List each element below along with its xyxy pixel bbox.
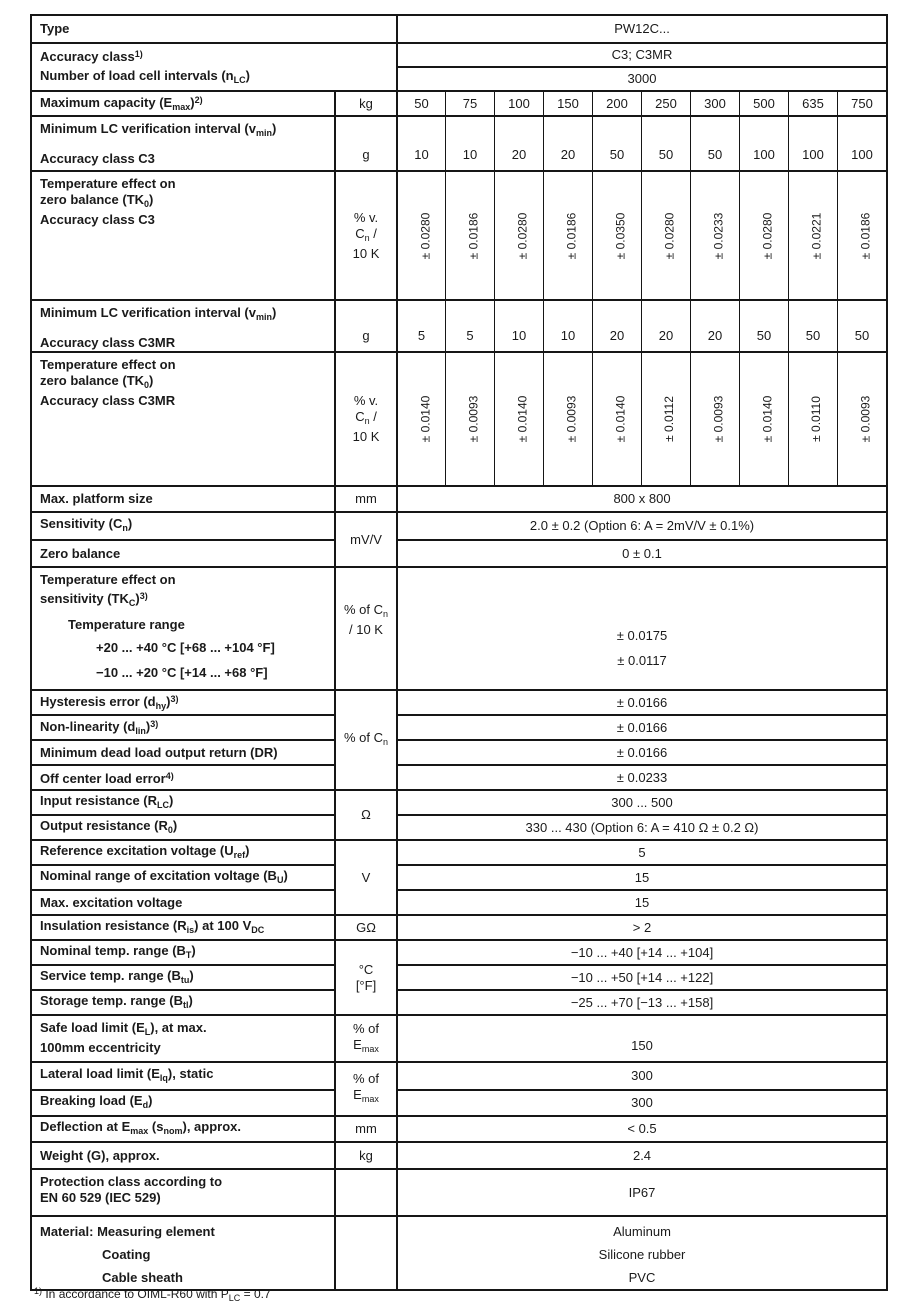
deflection-value: < 0.5 — [396, 1115, 886, 1141]
vmin-c3mr-value: 50 — [837, 299, 886, 351]
zero-balance-label: Zero balance — [32, 539, 334, 566]
vmin-c3-value: 10 — [445, 115, 494, 170]
vmin-c3mr-unit: g — [334, 299, 396, 351]
tk0-c3-value: ± 0.0280 — [739, 170, 788, 299]
max-capacity-label: Maximum capacity $(E_{max})^{2)}$ — [32, 90, 334, 115]
material-measuring-element: Aluminum — [613, 1224, 671, 1239]
tk0-c3-value: ± 0.0221 — [788, 170, 837, 299]
zero-balance-value: 0 ± 0.1 — [396, 539, 886, 566]
tk0-c3mr-value: ± 0.0093 — [837, 351, 886, 485]
lateral-breaking-unit: % of $E_{max}$ — [334, 1061, 396, 1115]
sensitivity-label: Sensitivity $(C_n)$ — [32, 511, 334, 539]
output-resistance-label: Output resistance $(R_0)$ — [32, 814, 334, 839]
vmin-c3-value: 50 — [690, 115, 739, 170]
tk0-c3mr-value: ± 0.0093 — [690, 351, 739, 485]
tk0-c3mr-value: ± 0.0140 — [739, 351, 788, 485]
nonlinearity-label: Non-linearity $(d_{lin})^{3)}$ — [32, 714, 334, 739]
insulation-resistance-unit: GΩ — [334, 914, 396, 939]
tk0-c3mr-label: Temperature effect on zero balance $(TK_0)$ Accuracy class C3MR — [32, 351, 334, 485]
accuracy-class-label: Accuracy class$^{1)}$ — [32, 42, 396, 66]
insulation-resistance-label: Insulation resistance $(R_{is})$ at 100 $V_{DC}$ — [32, 914, 334, 939]
ref-excitation-label: Reference excitation voltage $(U_{ref})$ — [32, 839, 334, 864]
hysteresis-value: ± 0.0166 — [396, 689, 886, 714]
dead-load-return-value: ± 0.0166 — [396, 739, 886, 764]
insulation-resistance-value: > 2 — [396, 914, 886, 939]
capacity-col: 75 — [445, 90, 494, 115]
tk0-c3mr-value: ± 0.0140 — [494, 351, 543, 485]
material-values — [396, 1215, 886, 1289]
off-center-error-label: Off center load error$^{4)}$ — [32, 764, 334, 789]
tk0-c3-value: ± 0.0280 — [494, 170, 543, 299]
storage-temp-label: Storage temp. range $(B_{tl})$ — [32, 989, 334, 1014]
tkc-label: Temperature effect on sensitivity $(TK_C)^{3)}$ Temperature range +20 ... +40 °C [+68 ... +104 °F] −10 ... +20 °C [+14 ... +68 °F] — [32, 566, 334, 689]
capacity-col: 200 — [592, 90, 641, 115]
tk0-c3mr-value: ± 0.0093 — [445, 351, 494, 485]
spec-table — [30, 14, 888, 1291]
vmin-c3-unit: g — [334, 115, 396, 170]
sensitivity-unit: mV/V — [334, 511, 396, 566]
ref-excitation-value: 5 — [396, 839, 886, 864]
vmin-c3mr-value: 5 — [396, 299, 445, 351]
tkc-value-range2: ± 0.0117 — [617, 653, 667, 668]
lateral-load-label: Lateral load limit $(E_{lq})$, static — [32, 1061, 334, 1089]
vmin-c3mr-label: Minimum LC verification interval $(v_{min})$ Accuracy class C3MR — [32, 299, 334, 351]
platform-size-value: 800 x 800 — [396, 485, 886, 511]
deflection-unit: mm — [334, 1115, 396, 1141]
vmin-c3-value: 10 — [396, 115, 445, 170]
max-capacity-unit: kg — [334, 90, 396, 115]
tkc-values — [396, 566, 886, 689]
capacity-col: 500 — [739, 90, 788, 115]
weight-label: Weight (G), approx. — [32, 1141, 334, 1168]
vmin-c3-label: Minimum LC verification interval $(v_{min})$ Accuracy class C3 — [32, 115, 334, 170]
accuracy-class-value: C3; C3MR — [396, 42, 886, 66]
tk0-c3-value: ± 0.0186 — [445, 170, 494, 299]
input-resistance-value: 300 ... 500 — [396, 789, 886, 814]
vmin-c3mr-value: 10 — [543, 299, 592, 351]
protection-class-label: Protection class according to EN 60 529 (IEC 529) — [32, 1168, 334, 1215]
vmin-c3-value: 20 — [543, 115, 592, 170]
safe-load-unit: % of $E_{max}$ — [334, 1014, 396, 1061]
material-coating: Silicone rubber — [598, 1247, 686, 1262]
capacity-col: 635 — [788, 90, 837, 115]
footnote-1: $^{1)}$ In accordance to OIML-R60 with $P_{LC} = 0.7$ — [34, 1286, 271, 1303]
nonlinearity-value: ± 0.0166 — [396, 714, 886, 739]
tk0-c3mr-unit: % v. $C_n$ / 10 K — [334, 351, 396, 485]
safe-load-value: 150 — [396, 1014, 886, 1061]
voltage-unit: V — [334, 839, 396, 914]
type-label: Type — [40, 21, 70, 36]
vmin-c3-value: 50 — [641, 115, 690, 170]
breaking-load-label: Breaking load $(E_d)$ — [32, 1089, 334, 1115]
capacity-col: 50 — [396, 90, 445, 115]
vmin-c3mr-value: 10 — [494, 299, 543, 351]
storage-temp-value: −25 ... +70 [−13 ... +158] — [396, 989, 886, 1014]
tk0-c3mr-value: ± 0.0140 — [592, 351, 641, 485]
tk0-c3mr-value: ± 0.0110 — [788, 351, 837, 485]
nominal-temp-value: −10 ... +40 [+14 ... +104] — [396, 939, 886, 964]
max-excitation-value: 15 — [396, 889, 886, 914]
vmin-c3mr-value: 5 — [445, 299, 494, 351]
lateral-load-value: 300 — [396, 1061, 886, 1089]
vmin-c3mr-value: 20 — [690, 299, 739, 351]
input-resistance-label: Input resistance $(R_{LC})$ — [32, 789, 334, 814]
weight-unit: kg — [334, 1141, 396, 1168]
breaking-load-value: 300 — [396, 1089, 886, 1115]
capacity-col: 250 — [641, 90, 690, 115]
sensitivity-value: 2.0 ± 0.2 (Option 6: A = 2mV/V ± 0.1%) — [396, 511, 886, 539]
nominal-excitation-label: Nominal range of excitation voltage $(B_U)$ — [32, 864, 334, 889]
tk0-c3-value: ± 0.0233 — [690, 170, 739, 299]
max-excitation-label: Max. excitation voltage — [32, 889, 334, 914]
temp-unit: °C [°F] — [334, 939, 396, 1014]
dead-load-return-label: Minimum dead load output return (DR) — [32, 739, 334, 764]
tk0-c3-value: ± 0.0186 — [837, 170, 886, 299]
tk0-c3-unit: % v. $C_n$ / 10 K — [334, 170, 396, 299]
service-temp-label: Service temp. range $(B_{tu})$ — [32, 964, 334, 989]
tk0-c3-value: ± 0.0280 — [641, 170, 690, 299]
safe-load-label: Safe load limit $(E_L)$, at max. 100mm eccentricity — [32, 1014, 334, 1061]
nominal-excitation-value: 15 — [396, 864, 886, 889]
hysteresis-label: Hysteresis error $(d_{hy})^{3)}$ — [32, 689, 334, 714]
tk0-c3-value: ± 0.0186 — [543, 170, 592, 299]
capacity-col: 750 — [837, 90, 886, 115]
vmin-c3mr-value: 20 — [592, 299, 641, 351]
protection-class-unit — [334, 1168, 396, 1215]
platform-size-label: Max. platform size — [32, 485, 334, 511]
load-cell-intervals-label: Number of load cell intervals $(n_{LC})$ — [40, 68, 250, 85]
capacity-col: 150 — [543, 90, 592, 115]
vmin-c3-value: 100 — [788, 115, 837, 170]
vmin-c3mr-value: 20 — [641, 299, 690, 351]
vmin-c3-value: 100 — [739, 115, 788, 170]
tk0-c3mr-value: ± 0.0140 — [396, 351, 445, 485]
deflection-label: Deflection at $E_{max}$ $(s_{nom})$, approx. — [32, 1115, 334, 1141]
capacity-col: 300 — [690, 90, 739, 115]
capacity-col: 100 — [494, 90, 543, 115]
service-temp-value: −10 ... +50 [+14 ... +122] — [396, 964, 886, 989]
protection-class-value: IP67 — [396, 1168, 886, 1215]
tk0-c3mr-value: ± 0.0093 — [543, 351, 592, 485]
off-center-error-value: ± 0.0233 — [396, 764, 886, 789]
weight-value: 2.4 — [396, 1141, 886, 1168]
tkc-unit: % of $C_n$ / 10 K — [334, 566, 396, 689]
tk0-c3mr-value: ± 0.0112 — [641, 351, 690, 485]
vmin-c3-value: 50 — [592, 115, 641, 170]
tkc-value-range1: ± 0.0175 — [616, 628, 668, 643]
material-unit — [334, 1215, 396, 1289]
output-resistance-value: 330 ... 430 (Option 6: A = 410 Ω ± 0.2 Ω) — [396, 814, 886, 839]
tk0-c3-label: Temperature effect on zero balance $(TK_0)$ Accuracy class C3 — [32, 170, 334, 299]
tk0-c3-value: ± 0.0350 — [592, 170, 641, 299]
type-value: PW12C... — [396, 16, 886, 42]
tk0-c3-value: ± 0.0280 — [396, 170, 445, 299]
nominal-temp-label: Nominal temp. range $(B_T)$ — [32, 939, 334, 964]
pct-cn-unit: % of $C_n$ — [334, 689, 396, 789]
material-label: Material: Measuring element Coating Cable sheath — [32, 1215, 334, 1289]
material-cable-sheath: PVC — [628, 1270, 656, 1285]
vmin-c3-value: 100 — [837, 115, 886, 170]
load-cell-intervals-value: 3000 — [396, 66, 886, 90]
platform-size-unit: mm — [334, 485, 396, 511]
vmin-c3-value: 20 — [494, 115, 543, 170]
vmin-c3mr-value: 50 — [788, 299, 837, 351]
vmin-c3mr-value: 50 — [739, 299, 788, 351]
resistance-unit: Ω — [334, 789, 396, 839]
